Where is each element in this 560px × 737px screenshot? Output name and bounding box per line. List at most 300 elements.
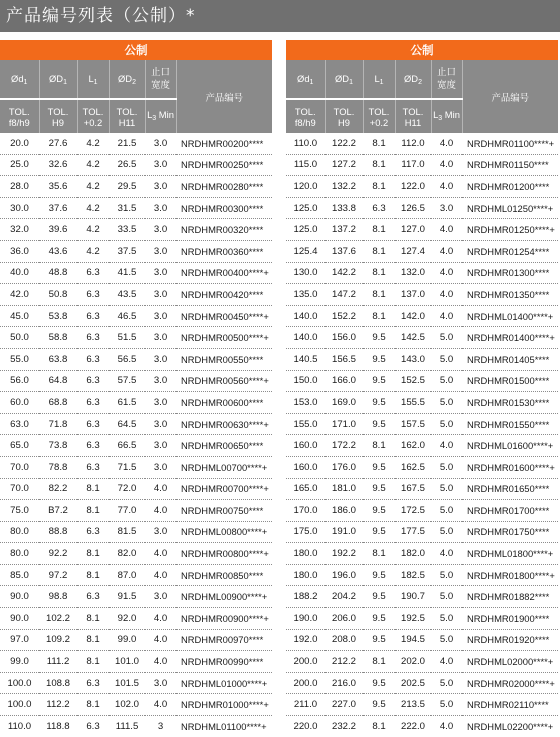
cell-L1: 6.3 bbox=[77, 456, 109, 478]
cell-D1: 152.2 bbox=[325, 305, 363, 327]
cell-D2: 222.0 bbox=[400, 720, 425, 732]
cell-D1: 112.2 bbox=[39, 694, 77, 716]
cell-L3: 3.0 bbox=[145, 392, 176, 414]
cell-D2: 41.5 bbox=[109, 262, 145, 284]
table-row bbox=[286, 694, 558, 716]
cell-D2: 162.0 bbox=[395, 435, 431, 457]
cell-part-number: NRDHML01400****+ bbox=[462, 305, 558, 327]
cell-d1: 140.0 bbox=[286, 327, 325, 349]
cell-D1: 82.2 bbox=[39, 478, 77, 500]
cell-L1: 9.5 bbox=[363, 694, 395, 716]
tol-header-L1: TOL. +0.2 bbox=[77, 99, 109, 133]
cell-d1: 55.0 bbox=[0, 348, 39, 370]
cell-L3: 3.0 bbox=[145, 219, 176, 241]
cell-d1: 40.0 bbox=[0, 262, 39, 284]
table-row bbox=[286, 564, 558, 586]
cell-D1: 137.6 bbox=[325, 240, 363, 262]
cell-D1: 171.0 bbox=[325, 413, 363, 435]
cell-D1: 122.2 bbox=[325, 133, 363, 154]
cell-L1: 4.2 bbox=[77, 197, 109, 219]
cell-part-number: NRDHMR01600****+ bbox=[462, 456, 558, 478]
unit-header: 公制 bbox=[0, 40, 272, 60]
cell-L1: 4.2 bbox=[77, 240, 109, 262]
cell-part-number: NRDHMR00700****+ bbox=[176, 478, 272, 500]
cell-D2: 21.5 bbox=[109, 133, 145, 154]
cell-L3: 3.0 bbox=[145, 176, 176, 198]
cell-d1: 36.0 bbox=[0, 240, 39, 262]
cell-L3: 5.0 bbox=[431, 672, 462, 694]
cell-part-number: NRDHMR01750**** bbox=[462, 521, 558, 543]
cell-d1: 99.0 bbox=[0, 651, 39, 673]
table-row bbox=[0, 154, 272, 176]
table-row bbox=[286, 154, 558, 176]
cell-d1: 150.0 bbox=[286, 370, 325, 392]
cell-d1: 165.0 bbox=[286, 478, 325, 500]
cell-D2: 51.5 bbox=[109, 327, 145, 349]
cell-L1: 8.1 bbox=[77, 651, 109, 673]
cell-D2: 111.5 bbox=[115, 720, 139, 732]
cell-D1: 32.6 bbox=[39, 154, 77, 176]
cell-L1: 8.1 bbox=[77, 608, 109, 630]
cell-D2: 87.0 bbox=[109, 564, 145, 586]
cell-D1: 169.0 bbox=[325, 392, 363, 414]
cell-L1: 9.5 bbox=[363, 629, 395, 651]
cell-D1: 78.8 bbox=[39, 456, 77, 478]
cell-L3: 3.0 bbox=[145, 370, 176, 392]
cell-L3: 3.0 bbox=[145, 197, 176, 219]
cell-d1: 90.0 bbox=[0, 586, 39, 608]
cell-d1: 140.5 bbox=[286, 348, 325, 370]
cell-part-number: NRDHML00700****+ bbox=[176, 456, 272, 478]
cell-L3: 4.0 bbox=[431, 219, 462, 241]
cell-L1: 6.3 bbox=[77, 521, 109, 543]
cell-part-number: NRDHMR01700**** bbox=[462, 500, 558, 522]
cell-d1: 110.0 bbox=[7, 720, 32, 732]
cell-D1: 97.2 bbox=[39, 564, 77, 586]
cell-d1: 30.0 bbox=[0, 197, 39, 219]
cell-L1: 8.1 bbox=[363, 543, 395, 565]
cell-D1: 166.0 bbox=[325, 370, 363, 392]
table-row bbox=[0, 284, 272, 306]
cell-D2: 167.5 bbox=[395, 478, 431, 500]
cell-L3: 3.0 bbox=[145, 284, 176, 306]
cell-D2: 112.0 bbox=[395, 133, 431, 154]
cell-L1: 9.5 bbox=[363, 370, 395, 392]
table-row bbox=[0, 521, 272, 543]
tol-header-D2: TOL. H11 bbox=[395, 99, 431, 133]
cell-D2: 61.5 bbox=[109, 392, 145, 414]
table-row bbox=[0, 413, 272, 435]
cell-D2: 71.5 bbox=[109, 456, 145, 478]
cell-D1: 43.6 bbox=[39, 240, 77, 262]
table-row bbox=[286, 651, 558, 673]
cell-d1: 50.0 bbox=[0, 327, 39, 349]
cell-d1: 140.0 bbox=[286, 305, 325, 327]
cell-L1: 8.1 bbox=[372, 720, 386, 732]
unit-header: 公制 bbox=[286, 40, 558, 60]
cell-L1: 8.1 bbox=[363, 240, 395, 262]
table-row bbox=[286, 305, 558, 327]
cell-d1: 100.0 bbox=[0, 694, 39, 716]
cell-part-number: NRDHMR01550**** bbox=[462, 413, 558, 435]
cell-L3: 3.0 bbox=[145, 521, 176, 543]
cell-part-number: NRDHMR00400****+ bbox=[176, 262, 272, 284]
cell-part-number: NRDHMR02110**** bbox=[462, 694, 558, 716]
cell-D1: 176.0 bbox=[325, 456, 363, 478]
cell-L1: 6.3 bbox=[77, 672, 109, 694]
cell-D1: 63.8 bbox=[39, 348, 77, 370]
table-row bbox=[0, 608, 272, 630]
cell-D2: 64.5 bbox=[109, 413, 145, 435]
cell-D2: 33.5 bbox=[109, 219, 145, 241]
col-header-L1: $L_1$ bbox=[77, 60, 109, 99]
cell-d1: 63.0 bbox=[0, 413, 39, 435]
cell-part-number: NRDHMR02000****+ bbox=[462, 672, 558, 694]
cell-part-number: NRDHMR01400****+ bbox=[462, 327, 558, 349]
cell-part-number: NRDHMR01920**** bbox=[462, 629, 558, 651]
tol-header-D1: TOL. H9 bbox=[39, 99, 77, 133]
cell-L1: 8.1 bbox=[77, 500, 109, 522]
cell-D1: 216.0 bbox=[325, 672, 363, 694]
cell-D2: 142.5 bbox=[395, 327, 431, 349]
cell-L1: 9.5 bbox=[363, 392, 395, 414]
cell-part-number: NRDHMR00600**** bbox=[176, 392, 272, 414]
cell-d1: 100.0 bbox=[0, 672, 39, 694]
cell-D1: 196.0 bbox=[325, 564, 363, 586]
cell-d1: 180.0 bbox=[286, 543, 325, 565]
table-row bbox=[286, 219, 558, 241]
col-header-d1: $Ød_1$ bbox=[286, 60, 325, 99]
cell-d1: 80.0 bbox=[0, 521, 39, 543]
cell-d1: 70.0 bbox=[0, 478, 39, 500]
cell-d1: 80.0 bbox=[0, 543, 39, 565]
cell-D1: 147.2 bbox=[325, 284, 363, 306]
cell-D2: 137.0 bbox=[395, 284, 431, 306]
cell-L1: 9.5 bbox=[363, 564, 395, 586]
cell-L3: 3.0 bbox=[145, 154, 176, 176]
cell-D2: 177.5 bbox=[395, 521, 431, 543]
table-row bbox=[0, 651, 272, 673]
cell-part-number: NRDHML01600****+ bbox=[462, 435, 558, 457]
cell-D2: 182.5 bbox=[395, 564, 431, 586]
cell-d1: 25.0 bbox=[0, 154, 39, 176]
cell-L1: 8.1 bbox=[363, 651, 395, 673]
cell-D2: 132.0 bbox=[395, 262, 431, 284]
tol-header-d1: TOL. f8/h9 bbox=[286, 99, 325, 133]
col-header-L1: $L_1$ bbox=[363, 60, 395, 99]
table-row bbox=[0, 262, 272, 284]
cell-D1: 206.0 bbox=[325, 608, 363, 630]
cell-L1: 6.3 bbox=[86, 720, 100, 732]
cell-D2: 194.5 bbox=[395, 629, 431, 651]
cell-D2: 29.5 bbox=[109, 176, 145, 198]
cell-D2: 43.5 bbox=[109, 284, 145, 306]
cell-L3: 3.0 bbox=[431, 197, 462, 219]
cell-part-number: NRDHMR01250****+ bbox=[462, 219, 558, 241]
cell-L1: 9.5 bbox=[363, 500, 395, 522]
cell-D1: 48.8 bbox=[39, 262, 77, 284]
cell-D1: 156.0 bbox=[325, 327, 363, 349]
cell-part-number: NRDHML02000****+ bbox=[462, 651, 558, 673]
cell-part-number: NRDHMR00550**** bbox=[176, 348, 272, 370]
cell-L3: 4.0 bbox=[145, 651, 176, 673]
cell-D2: 82.0 bbox=[109, 543, 145, 565]
table-row bbox=[286, 629, 558, 651]
cell-L1: 6.3 bbox=[77, 370, 109, 392]
cell-L3: 5.0 bbox=[431, 694, 462, 716]
cell-part-number: NRDHML01000****+ bbox=[176, 672, 272, 694]
table-row bbox=[0, 219, 272, 241]
tol-header-D2: TOL. H11 bbox=[109, 99, 145, 133]
cell-L3: 3.0 bbox=[145, 435, 176, 457]
cell-D2: 102.0 bbox=[109, 694, 145, 716]
cell-D2: 66.5 bbox=[109, 435, 145, 457]
table-row bbox=[286, 370, 558, 392]
table-row bbox=[286, 392, 558, 414]
cell-L3: 4.0 bbox=[145, 694, 176, 716]
cell-D1: 71.8 bbox=[39, 413, 77, 435]
cell-d1: 70.0 bbox=[0, 456, 39, 478]
cell-part-number: NRDHML00800****+ bbox=[176, 521, 272, 543]
table-row bbox=[286, 478, 558, 500]
cell-D1: 132.2 bbox=[325, 176, 363, 198]
col-header-stop-width: 止口 宽度 bbox=[431, 60, 462, 99]
cell-L1: 8.1 bbox=[77, 629, 109, 651]
cell-D2: 127.4 bbox=[395, 240, 431, 262]
cell-D1: 208.0 bbox=[325, 629, 363, 651]
cell-L3: 4.0 bbox=[431, 262, 462, 284]
table-row bbox=[286, 500, 558, 522]
cell-d1: 125.0 bbox=[286, 219, 325, 241]
table-row bbox=[0, 478, 272, 500]
table-row bbox=[0, 305, 272, 327]
cell-D2: 172.5 bbox=[395, 500, 431, 522]
cell-L1: 4.2 bbox=[77, 133, 109, 154]
tol-header-L3: $L_3$ Min bbox=[145, 99, 176, 133]
cell-L3: 5.0 bbox=[431, 413, 462, 435]
cell-d1: 220.0 bbox=[293, 720, 318, 732]
cell-L1: 8.1 bbox=[363, 219, 395, 241]
cell-part-number: NRDHML01100****+ bbox=[181, 720, 267, 732]
cell-D1: 39.6 bbox=[39, 219, 77, 241]
cell-d1: 65.0 bbox=[0, 435, 39, 457]
table-row bbox=[286, 284, 558, 306]
cell-L1: 8.1 bbox=[363, 176, 395, 198]
table-row bbox=[286, 672, 558, 694]
cell-D1: 73.8 bbox=[39, 435, 77, 457]
cell-L1: 9.5 bbox=[363, 348, 395, 370]
cell-d1: 45.0 bbox=[0, 305, 39, 327]
cell-L3: 5.0 bbox=[431, 327, 462, 349]
cell-L1: 9.5 bbox=[363, 327, 395, 349]
cell-part-number: NRDHMR00360**** bbox=[176, 240, 272, 262]
cell-d1: 125.0 bbox=[286, 197, 325, 219]
cell-part-number: NRDHMR00420**** bbox=[176, 284, 272, 306]
cell-part-number: NRDHML01250****+ bbox=[462, 197, 558, 219]
cell-D2: 122.0 bbox=[395, 176, 431, 198]
cell-d1: 160.0 bbox=[286, 435, 325, 457]
cell-L1: 6.3 bbox=[77, 284, 109, 306]
cell-L3: 4.0 bbox=[439, 720, 454, 732]
cell-d1: 42.0 bbox=[0, 284, 39, 306]
cell-D2: 26.5 bbox=[109, 154, 145, 176]
table-row bbox=[0, 327, 272, 349]
cell-L1: 9.5 bbox=[363, 456, 395, 478]
cell-L3: 5.0 bbox=[431, 521, 462, 543]
cell-L1: 4.2 bbox=[77, 154, 109, 176]
cell-D1: 102.2 bbox=[39, 608, 77, 630]
cell-D2: 37.5 bbox=[109, 240, 145, 262]
cell-part-number: NRDHMR00560****+ bbox=[176, 370, 272, 392]
table-row bbox=[0, 370, 272, 392]
cell-d1: 211.0 bbox=[286, 694, 325, 716]
table-row bbox=[286, 240, 558, 262]
cell-L1: 6.3 bbox=[77, 586, 109, 608]
cell-D1: 133.8 bbox=[325, 197, 363, 219]
cell-d1: 155.0 bbox=[286, 413, 325, 435]
cell-L3: 4.0 bbox=[145, 629, 176, 651]
cell-part-number: NRDHMR00900****+ bbox=[176, 608, 272, 630]
cell-L3: 4.0 bbox=[431, 435, 462, 457]
cell-L3: 5.0 bbox=[431, 586, 462, 608]
cell-D1: 232.2 bbox=[331, 720, 356, 732]
cell-part-number: NRDHMR01254**** bbox=[462, 240, 558, 262]
cell-d1: 85.0 bbox=[0, 564, 39, 586]
cell-D2: 190.7 bbox=[395, 586, 431, 608]
cell-L3: 3.0 bbox=[145, 456, 176, 478]
col-header-D1: $ØD_1$ bbox=[325, 60, 363, 99]
cell-d1: 170.0 bbox=[286, 500, 325, 522]
cell-part-number: NRDHMR01300**** bbox=[462, 262, 558, 284]
cell-part-number: NRDHMR00850**** bbox=[176, 564, 272, 586]
cell-L3: 5.0 bbox=[431, 392, 462, 414]
cell-part-number: NRDHMR00300**** bbox=[176, 197, 272, 219]
table-row bbox=[0, 392, 272, 414]
cell-L3: 3.0 bbox=[145, 133, 176, 154]
cell-part-number: NRDHMR00450****+ bbox=[176, 305, 272, 327]
cell-part-number: NRDHMR01900**** bbox=[462, 608, 558, 630]
cell-d1: 190.0 bbox=[286, 608, 325, 630]
cell-part-number: NRDHMR01800****+ bbox=[462, 564, 558, 586]
cell-L1: 6.3 bbox=[77, 262, 109, 284]
cell-L3: 5.0 bbox=[431, 608, 462, 630]
cell-D2: 213.5 bbox=[395, 694, 431, 716]
cell-L3: 3.0 bbox=[145, 305, 176, 327]
cell-L1: 8.1 bbox=[363, 154, 395, 176]
cell-part-number: NRDHMR00280**** bbox=[176, 176, 272, 198]
cell-D1: 204.2 bbox=[325, 586, 363, 608]
cell-D2: 77.0 bbox=[109, 500, 145, 522]
cell-D2: 127.0 bbox=[395, 219, 431, 241]
cell-part-number: NRDHMR00800****+ bbox=[176, 543, 272, 565]
cell-L3: 4.0 bbox=[145, 543, 176, 565]
cell-L1: 9.5 bbox=[363, 478, 395, 500]
cell-D2: 155.5 bbox=[395, 392, 431, 414]
table-row bbox=[0, 586, 272, 608]
cell-d1: 125.4 bbox=[286, 240, 325, 262]
cell-L3: 3.0 bbox=[145, 240, 176, 262]
cell-d1: 175.0 bbox=[286, 521, 325, 543]
page-title: 产品编号列表（公制）* bbox=[0, 0, 560, 32]
cell-part-number: NRDHMR00990**** bbox=[176, 651, 272, 673]
product-table bbox=[0, 40, 272, 737]
cell-D1: 109.2 bbox=[39, 629, 77, 651]
cell-D1: 27.6 bbox=[39, 133, 77, 154]
cell-part-number: NRDHMR00970**** bbox=[176, 629, 272, 651]
cell-D1: 186.0 bbox=[325, 500, 363, 522]
col-header-D2: $ØD_2$ bbox=[109, 60, 145, 99]
cell-L1: 4.2 bbox=[77, 219, 109, 241]
table-row bbox=[0, 176, 272, 198]
cell-L1: 9.5 bbox=[363, 413, 395, 435]
cell-L1: 8.1 bbox=[363, 133, 395, 154]
cell-D2: 57.5 bbox=[109, 370, 145, 392]
cell-D1: 50.8 bbox=[39, 284, 77, 306]
cell-L3: 4.0 bbox=[431, 305, 462, 327]
cell-L3: 4.0 bbox=[431, 176, 462, 198]
cell-D1: 127.2 bbox=[325, 154, 363, 176]
cell-part-number: NRDHMR00500****+ bbox=[176, 327, 272, 349]
cell-L3: 3.0 bbox=[145, 348, 176, 370]
cell-part-number: NRDHMR01405**** bbox=[462, 348, 558, 370]
cell-d1: 192.0 bbox=[286, 629, 325, 651]
table-row bbox=[286, 348, 558, 370]
cell-d1: 200.0 bbox=[286, 651, 325, 673]
cell-D2: 162.5 bbox=[395, 456, 431, 478]
col-header-stop-width: 止口 宽度 bbox=[145, 60, 176, 99]
cell-D2: 143.0 bbox=[395, 348, 431, 370]
cell-D1: 68.8 bbox=[39, 392, 77, 414]
table-row bbox=[286, 197, 558, 219]
cell-part-number: NRDHML01800****+ bbox=[462, 543, 558, 565]
cell-part-number: NRDHMR00200**** bbox=[176, 133, 272, 154]
cell-d1: 120.0 bbox=[286, 176, 325, 198]
cell-d1: 56.0 bbox=[0, 370, 39, 392]
metric-table-right bbox=[286, 40, 558, 737]
table-row bbox=[0, 716, 272, 737]
cell-D1: 137.2 bbox=[325, 219, 363, 241]
cell-d1: 28.0 bbox=[0, 176, 39, 198]
cell-L3: 4.0 bbox=[431, 133, 462, 154]
cell-L3: 5.0 bbox=[431, 629, 462, 651]
cell-D1: 35.6 bbox=[39, 176, 77, 198]
cell-D1: 191.0 bbox=[325, 521, 363, 543]
table-row bbox=[286, 716, 558, 737]
cell-L3: 4.0 bbox=[431, 543, 462, 565]
cell-D1: 181.0 bbox=[325, 478, 363, 500]
cell-part-number: NRDHMR01200**** bbox=[462, 176, 558, 198]
cell-L1: 6.3 bbox=[77, 327, 109, 349]
cell-d1: 153.0 bbox=[286, 392, 325, 414]
cell-D1: 64.8 bbox=[39, 370, 77, 392]
cell-D1: 92.2 bbox=[39, 543, 77, 565]
cell-part-number: NRDHMR00650**** bbox=[176, 435, 272, 457]
cell-part-number: NRDHMR01500**** bbox=[462, 370, 558, 392]
cell-L1: 9.5 bbox=[363, 672, 395, 694]
cell-D2: 117.0 bbox=[395, 154, 431, 176]
cell-d1: 20.0 bbox=[0, 133, 39, 154]
cell-D2: 192.5 bbox=[395, 608, 431, 630]
table-row bbox=[286, 262, 558, 284]
cell-D2: 46.5 bbox=[109, 305, 145, 327]
cell-L3: 4.0 bbox=[431, 154, 462, 176]
cell-L3: 3 bbox=[157, 720, 164, 732]
cell-part-number: NRDHMR01100****+ bbox=[462, 133, 558, 154]
cell-L1: 6.3 bbox=[77, 435, 109, 457]
cell-L3: 3.0 bbox=[145, 586, 176, 608]
tol-header-L3: $L_3$ Min bbox=[431, 99, 462, 133]
table-row bbox=[0, 197, 272, 219]
